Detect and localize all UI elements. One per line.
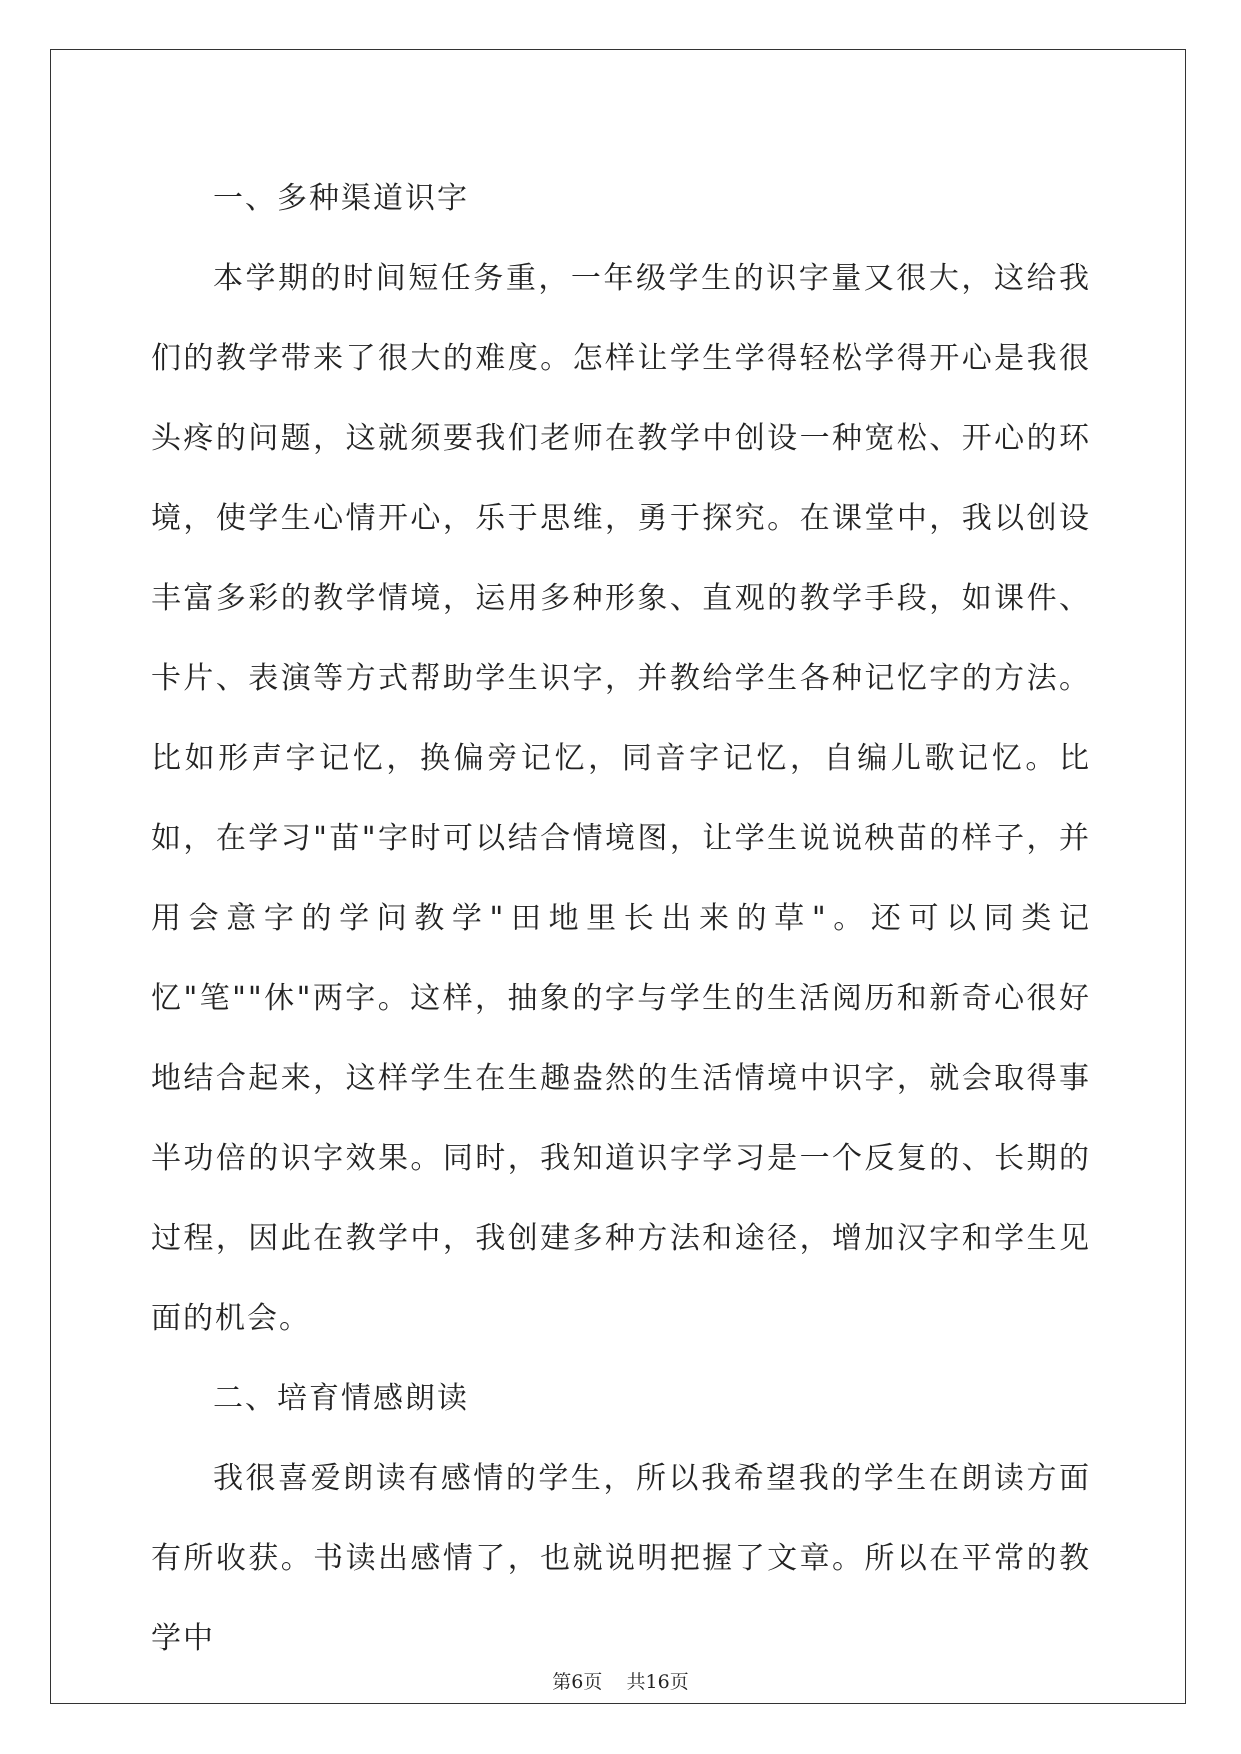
section-heading-1: 一、多种渠道识字 bbox=[213, 181, 469, 216]
document-body bbox=[151, 159, 1091, 1679]
total-pages: 共16页 bbox=[626, 1671, 689, 1693]
section-paragraph-2: 我很喜爱朗读有感情的学生，所以我希望我的学生在朗读方面有所收获。书读出感情了，也就说明把握了文章。所以在平常的教学中 bbox=[151, 1461, 1091, 1656]
section-heading-2: 二、培育情感朗读 bbox=[213, 1381, 469, 1416]
section-paragraph-1: 本学期的时间短任务重，一年级学生的识字量又很大，这给我们的教学带来了很大的难度。怎样让学生学得轻松学得开心是我很头疼的问题，这就须要我们老师在教学中创设一种宽松、开心的环境，使学生心情开心，乐于思维，勇于探究。在课堂中，我以创设丰富多彩的教学情境，运用多种形象、直观的教学手段，如课件、卡片、表演等方式帮助学生识字，并教给学生各种记忆字的方法。比如形声字记忆，换偏旁记忆，同音字记忆，自编儿歌记忆。比如，在学习"苗"字时可以结合情境图，让学生说说秧苗的样子，并用会意字的学问教学"田地里长出来的草"。还可以同类记忆"笔""休"两字。这样，抽象的字与学生的生活阅历和新奇心很好地结合起来，这样学生在生趣盎然的生活情境中识字，就会取得事半功倍的识字效果。同时，我知道识字学习是一个反复的、长期的过程，因此在教学中，我创建多种方法和途径，增加汉字和学生见面的机会。 bbox=[151, 261, 1091, 1336]
page-footer bbox=[0, 1667, 1241, 1694]
page-number: 第6页 bbox=[552, 1671, 603, 1693]
